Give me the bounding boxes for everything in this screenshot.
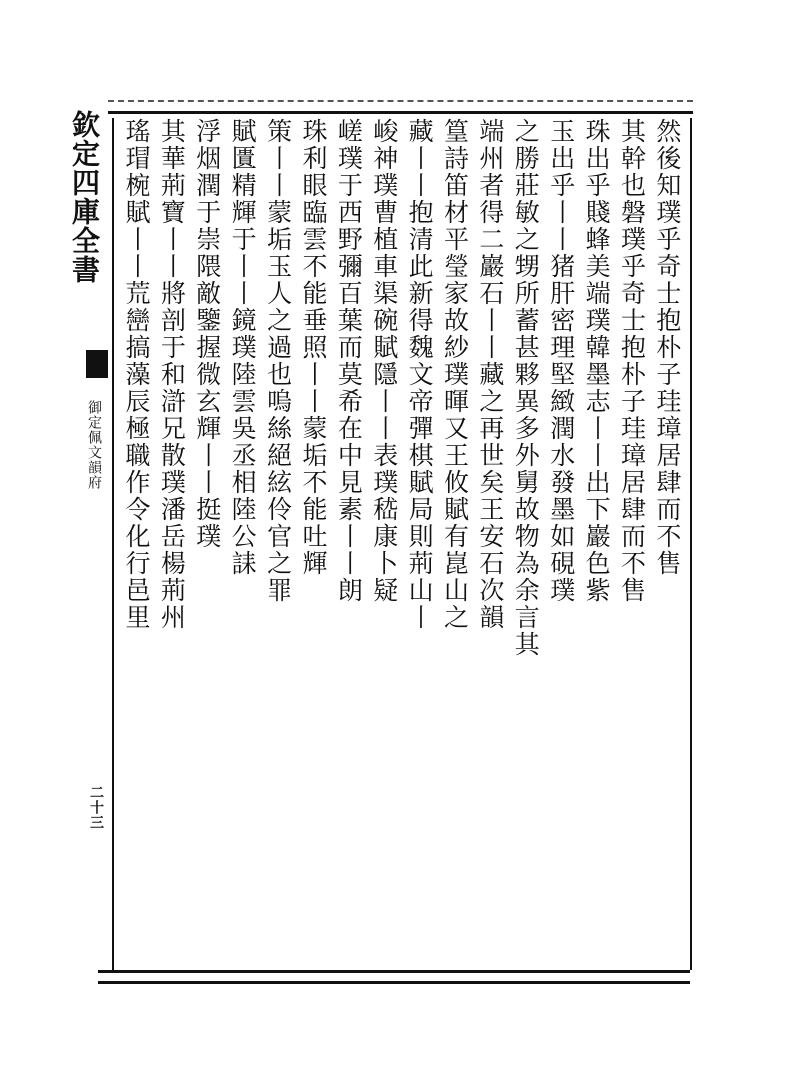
text-column-8: 藏丨丨抱清此新得魏文帝彈棋賦局則荊山丨 (405, 118, 435, 631)
margin-book-title: 欽定四庫全書 (68, 110, 101, 284)
text-column-6: 端州者得二巖石丨丨藏之再世矣王安石次韻 (475, 118, 505, 631)
top-border-rule (108, 100, 693, 114)
text-column-5: 之勝莊敏之甥所蓄甚夥異多外舅故物為余言其 (511, 118, 541, 658)
text-column-10: 嵯璞于西野彌百葉而莫希在中見素丨丨朗 (334, 118, 364, 604)
text-block (112, 118, 692, 970)
text-column-2: 其幹也磐璞乎奇士抱朴子珪璋居肆而不售 (617, 118, 647, 604)
text-column-9: 峻神璞曹植車渠碗賦隱丨丨表璞嵇康卜疑 (369, 118, 399, 604)
text-column-15: 其華荊寶丨丨將剖于和滸兄散璞潘岳楊荊州 (157, 118, 187, 631)
text-column-16: 瑤瑁椀賦丨丨荒巒搞藻辰極職作令化行邑里 (122, 118, 151, 631)
text-column-13: 賦匱精輝于丨丨鏡璞陸雲吳丞相陸公誄 (228, 118, 258, 577)
text-column-14: 浮烟潤于崇隈敵鑒握微玄輝丨丨挺璞 (192, 118, 222, 550)
margin-page-number: 二十三 (88, 785, 104, 830)
text-column-1: 然後知璞乎奇士抱朴子珪璋居肆而不售 (652, 118, 682, 577)
margin-volume-title: 御定佩文韻府 (86, 400, 102, 490)
bottom-border-rule (98, 970, 690, 984)
fish-tail-marker (86, 350, 108, 378)
text-column-11: 珠利眼臨雲不能垂照丨丨蒙垢不能吐輝 (298, 118, 328, 577)
text-column-4: 玉出乎丨丨猪肝密理堅緻潤水發墨如硯璞 (546, 118, 576, 604)
text-column-3: 珠出乎賤蜂美端璞韓墨志丨丨出下巖色紫 (582, 118, 612, 604)
text-column-12: 策丨丨蒙垢玉人之過也嗚絲絕絃伶官之罪 (263, 118, 293, 604)
text-column-7: 篁詩笛材平瑩家故紗璞暉又王攸賦有崑山之 (440, 118, 470, 631)
